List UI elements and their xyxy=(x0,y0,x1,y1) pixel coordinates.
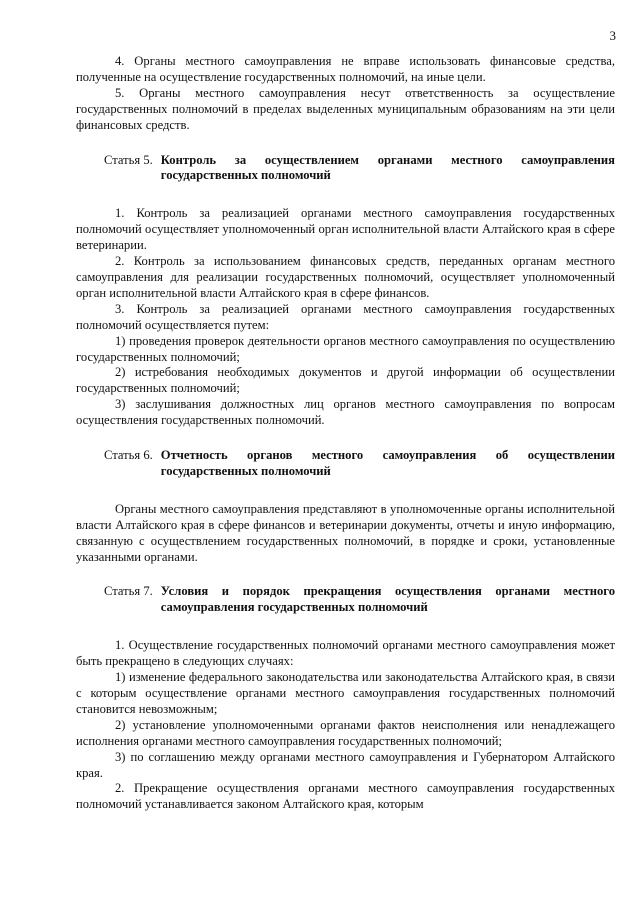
article-title: Отчетность органов местного самоуправления об осуществлении государственных полномочий xyxy=(160,448,615,478)
list-item: 1) проведения проверок деятельности органов местного самоуправления по осуществлению государственных полномочий; xyxy=(76,333,615,364)
paragraph: 2. Прекращение осуществления органами местного самоуправления государственных полномочий устанавливается законом Алтайского края, которым xyxy=(76,781,615,812)
paragraph: 4. Органы местного самоуправления не вправе использовать финансовые средства, полученные на осуществление государственных полномочий, на иные цели. xyxy=(76,54,615,84)
list-item: 1) изменение федерального законодательства или законодательства Алтайского края, в связи с которым осуществление органами местного самоуправления государственных полномочий становится невозможным; xyxy=(76,670,615,716)
article-title: Контроль за осуществлением органами местного самоуправления государственных полномочий xyxy=(160,152,615,183)
paragraph: 1. Контроль за реализацией органами местного самоуправления государственных полномочий осуществляет уполномоченный орган исполнительной власти Алтайского края в сфере ветеринарии. xyxy=(76,206,615,253)
article-number: Статья 7. xyxy=(104,584,153,599)
article-heading xyxy=(76,448,615,480)
document-body xyxy=(76,54,615,813)
paragraph: Органы местного самоуправления представляют в уполномоченные органы исполнительной власти Алтайского края в сфере финансов и ветеринарии документы, отчеты и иную информацию, связанную с осуществлением государственных полномочий, в порядке и сроки, установленные указанными органами. xyxy=(76,501,615,564)
page-number: 3 xyxy=(609,28,616,43)
list-item: 2) установление уполномоченными органами фактов неисполнения или ненадлежащего исполнения органами местного самоуправления государственных полномочий; xyxy=(76,717,615,748)
paragraph: 3. Контроль за реализацией органами местного самоуправления государственных полномочий осуществляется путем: xyxy=(76,301,615,332)
article-heading xyxy=(76,153,615,185)
article-number: Статья 6. xyxy=(104,448,153,463)
article-heading xyxy=(76,584,615,616)
paragraph: 2. Контроль за использованием финансовых средств, переданных органам местного самоуправления для реализации государственных полномочий, осуществляет уполномоченный орган исполнительной власти Алтайского края в сфере финансов. xyxy=(76,254,615,300)
paragraph: 5. Органы местного самоуправления несут ответственность за осуществление государственных полномочий в пределах выделенных муниципальным образованиям на эти цели финансовых средств. xyxy=(76,85,615,132)
list-item: 3) заслушивания должностных лиц органов местного самоуправления по вопросам осуществления государственных полномочий. xyxy=(76,397,615,428)
list-item: 2) истребования необходимых документов и другой информации об осуществлении государственных полномочий; xyxy=(76,365,615,396)
list-item: 3) по соглашению между органами местного самоуправления и Губернатором Алтайского края. xyxy=(76,749,615,780)
article-title: Условия и порядок прекращения осуществления органами местного самоуправления государственных полномочий xyxy=(160,584,615,615)
article-number: Статья 5. xyxy=(104,152,153,167)
paragraph: 1. Осуществление государственных полномочий органами местного самоуправления может быть прекращено в следующих случаях: xyxy=(76,638,615,669)
